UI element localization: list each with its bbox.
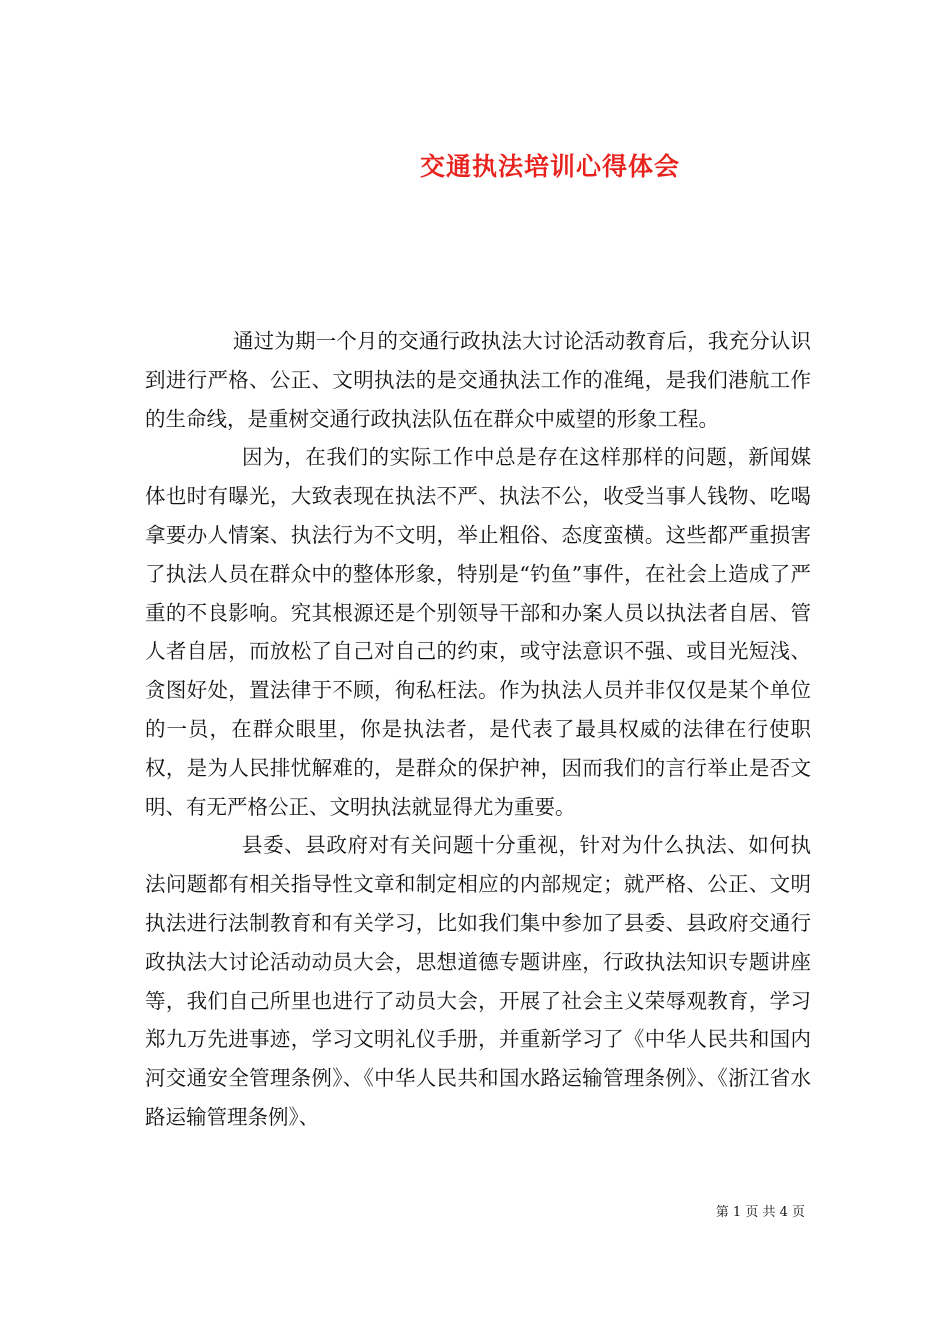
document-body <box>145 322 811 1137</box>
paragraph-3: 县委、县政府对有关问题十分重视，针对为什么执法、如何执法问题都有相关指导性文章和制定相应的内部规定；就严格、公正、文明执法进行法制教育和有关学习，比如我们集中参加了县委、县政府交通行政执法大讨论活动动员大会，思想道德专题讲座，行政执法知识专题讲座等，我们自己所里也进行了动员大会，开展了社会主义荣辱观教育，学习郑九万先进事迹，学习文明礼仪手册，并重新学习了《中华人民共和国内河交通安全管理条例》、《中华人民共和国水路运输管理条例》、《浙江省水路运输管理条例》、 <box>145 833 811 1129</box>
paragraph-1: 通过为期一个月的交通行政执法大讨论活动教育后，我充分认识到进行严格、公正、文明执法的是交通执法工作的准绳，是我们港航工作的生命线，是重树交通行政执法队伍在群众中威望的形象工程。 <box>145 329 811 431</box>
page-number-footer: 第 1 页 共 4 页 <box>715 1205 805 1220</box>
paragraph-2: 因为，在我们的实际工作中总是存在这样那样的问题，新闻媒体也时有曝光，大致表现在执法不严、执法不公，收受当事人钱物、吃喝拿要办人情案、执法行为不文明，举止粗俗、态度蛮横。这些都严重损害了执法人员在群众中的整体形象，特别是“钓鱼”事件，在社会上造成了严重的不良影响。究其根源还是个别领导干部和办案人员以执法者自居、管人者自居，而放松了自己对自己的约束，或守法意识不强、或目光短浅、贪图好处，置法律于不顾，徇私枉法。作为执法人员并非仅仅是某个单位的一员，在群众眼里，你是执法者，是代表了最具权威的法律在行使职权，是为人民排忧解难的，是群众的保护神，因而我们的言行举止是否文明、有无严格公正、文明执法就显得尤为重要。 <box>145 445 811 819</box>
document-title: 交通执法培训心得体会 <box>419 151 680 181</box>
